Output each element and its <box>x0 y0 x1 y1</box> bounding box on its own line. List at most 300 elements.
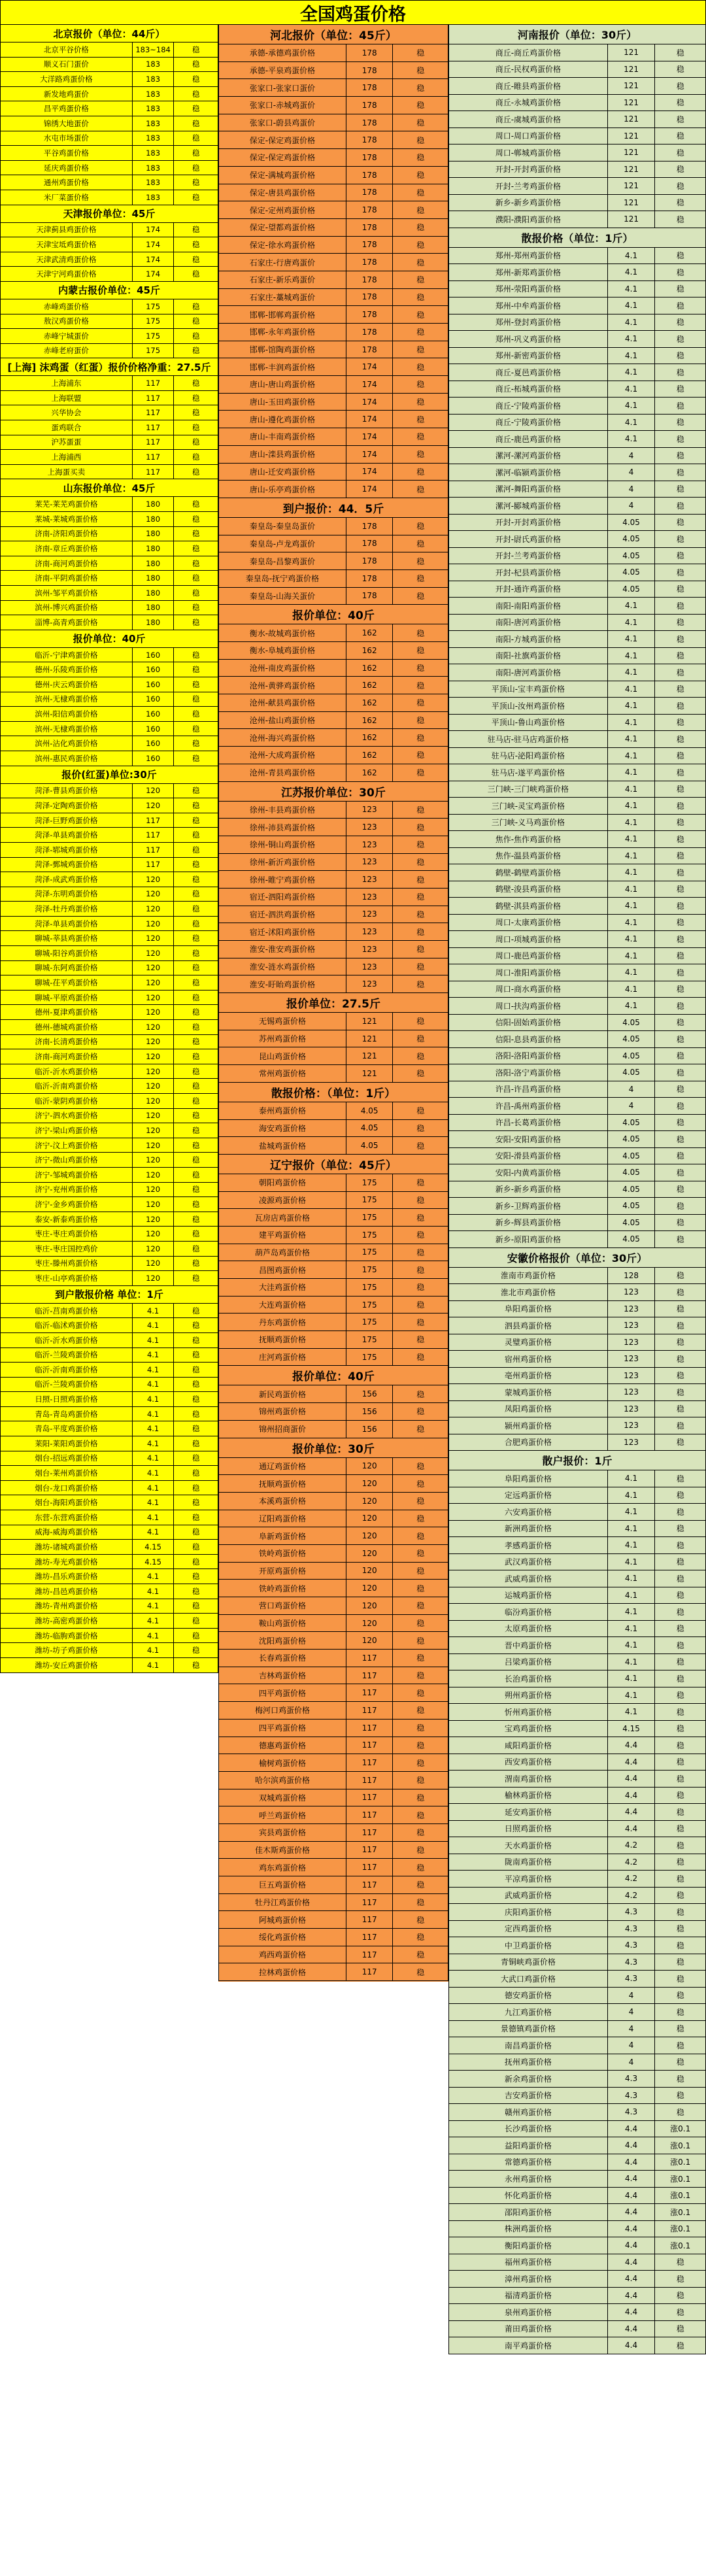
price-row <box>448 2204 706 2221</box>
price-trend: 稳 <box>676 1234 684 1244</box>
price-trend: 稳 <box>192 753 200 763</box>
market-name: 阜阳鸡蛋价格 <box>449 1470 608 1487</box>
price-trend: 稳 <box>192 59 200 69</box>
price-row <box>218 660 448 677</box>
price-trend: 稳 <box>676 367 684 377</box>
price-row <box>218 1527 448 1545</box>
market-name: 周口-郸城鸡蛋价格 <box>449 144 608 161</box>
market-name: 商丘-虞城鸡蛋价格 <box>449 111 608 127</box>
price-trend: 稳 <box>416 1880 425 1890</box>
price-row <box>0 784 218 799</box>
price-trend: 稳 <box>192 845 200 855</box>
price-row <box>0 1227 218 1242</box>
price-value: 178 <box>346 219 394 236</box>
price-row <box>448 1334 706 1351</box>
price-row <box>0 1629 218 1644</box>
market-name: 开封-兰考鸡蛋价格 <box>449 548 608 564</box>
market-name: 蛋鸡联合 <box>1 420 133 435</box>
price-trend: 稳 <box>676 1940 684 1950</box>
market-name: 郑州-巩义鸡蛋价格 <box>449 331 608 347</box>
market-name: 潍坊-安丘鸡蛋价格 <box>1 1658 133 1672</box>
section-header-text: 内蒙古报价单位：45斤 <box>58 284 160 297</box>
price-trend: 稳 <box>192 1468 200 1478</box>
market-name: 商丘-商丘鸡蛋价格 <box>449 44 608 61</box>
price-row <box>0 1257 218 1272</box>
price-value: 4.4 <box>608 1821 656 1837</box>
market-name: 牡丹江鸡蛋价格 <box>219 1894 346 1911</box>
price-trend: 稳 <box>192 904 200 914</box>
price-row <box>448 748 706 765</box>
market-name: 郑州-新郑鸡蛋价格 <box>449 264 608 280</box>
price-row <box>0 1466 218 1481</box>
market-name: 德州-德城鸡蛋价格 <box>1 1020 133 1034</box>
price-value: 183 <box>133 72 175 86</box>
market-name: 长治鸡蛋价格 <box>449 1670 608 1687</box>
market-name: 沈阳鸡蛋价格 <box>219 1632 346 1649</box>
price-value: 4.1 <box>133 1363 175 1377</box>
price-value: 4.1 <box>133 1510 175 1525</box>
market-name: 定西鸡蛋价格 <box>449 1921 608 1937</box>
price-trend: 稳 <box>416 522 425 532</box>
price-value: 123 <box>346 819 394 836</box>
market-name: 朔州鸡蛋价格 <box>449 1687 608 1704</box>
price-trend: 稳 <box>416 380 425 390</box>
price-value: 120 <box>133 1168 175 1182</box>
price-value: 4.1 <box>608 1654 656 1670</box>
market-name: 徐州-沛县鸡蛋价格 <box>219 819 346 836</box>
price-trend: 稳 <box>416 205 425 215</box>
market-name: 保定-望都鸡蛋价格 <box>219 219 346 236</box>
market-name: 泗县鸡蛋价格 <box>449 1317 608 1334</box>
market-name: 唐山-遵化鸡蛋价格 <box>219 411 346 428</box>
section-header <box>448 1248 706 1268</box>
market-name: 凤阳鸡蛋价格 <box>449 1401 608 1417</box>
market-name: 邯郸-邯郸鸡蛋价格 <box>219 306 346 323</box>
market-name: 郑州-郑州鸡蛋价格 <box>449 248 608 264</box>
price-trend: 稳 <box>416 1688 425 1698</box>
market-name: 日照鸡蛋价格 <box>449 1821 608 1837</box>
price-value: 4.1 <box>608 1521 656 1537</box>
price-trend: 稳 <box>192 1424 200 1434</box>
price-row <box>218 712 448 730</box>
price-row <box>218 1876 448 1894</box>
market-name: 新发地鸡蛋价 <box>1 87 133 101</box>
market-name: 宾县鸡蛋价格 <box>219 1824 346 1841</box>
price-value: 120 <box>133 931 175 945</box>
price-value: 174 <box>133 252 175 267</box>
price-row <box>218 570 448 588</box>
price-row <box>218 1615 448 1633</box>
price-value: 175 <box>133 344 175 358</box>
price-trend: 稳 <box>676 181 684 191</box>
price-trend: 稳 <box>416 768 425 778</box>
price-value: 4.4 <box>608 2137 656 2154</box>
market-name: 周口-商水鸡蛋价格 <box>449 981 608 998</box>
market-name: 上海浦东 <box>1 376 133 390</box>
market-name: 铁岭鸡蛋价格 <box>219 1580 346 1597</box>
price-value: 175 <box>346 1296 394 1313</box>
price-row <box>0 975 218 991</box>
price-value: 4.4 <box>608 2271 656 2287</box>
price-row <box>218 1047 448 1065</box>
price-trend: 稳 <box>416 698 425 708</box>
price-row <box>448 631 706 648</box>
market-name: 石家庄-藁城鸡蛋价 <box>219 289 346 306</box>
market-name: 商丘-宁陵鸡蛋价格 <box>449 398 608 414</box>
market-name: 合肥鸡蛋价格 <box>449 1434 608 1451</box>
price-row <box>218 975 448 993</box>
price-trend: 稳 <box>676 734 684 744</box>
price-trend: 涨0.1 <box>670 2224 691 2234</box>
price-row <box>0 420 218 435</box>
section-header-text: 散户报价：1斤 <box>542 1455 613 1467</box>
price-value: 120 <box>346 1580 394 1597</box>
price-value: 120 <box>346 1493 394 1510</box>
price-trend: 稳 <box>192 452 200 462</box>
market-name: 忻州鸡蛋价格 <box>449 1704 608 1720</box>
price-row <box>218 1120 448 1138</box>
market-name: 葫芦岛鸡蛋价格 <box>219 1244 346 1261</box>
market-name: 威海-威海鸡蛋价格 <box>1 1525 133 1540</box>
price-value: 117 <box>346 1720 394 1737</box>
price-trend: 稳 <box>676 2274 684 2284</box>
market-name: 开原鸡蛋价格 <box>219 1563 346 1580</box>
price-value: 120 <box>133 784 175 798</box>
market-name: 陇南鸡蛋价格 <box>449 1854 608 1871</box>
price-value: 123 <box>608 1417 656 1434</box>
section-header-text: 北京报价（单位：44斤） <box>53 27 165 40</box>
market-name: 德州-乐陵鸡蛋价格 <box>1 662 133 677</box>
price-trend: 稳 <box>676 1757 684 1767</box>
price-trend: 稳 <box>416 398 425 407</box>
price-row <box>218 1458 448 1476</box>
section-header-text: 辽宁报价（单位：45斤） <box>270 1159 397 1172</box>
market-name: 莱城-莱城鸡蛋价格 <box>1 512 133 526</box>
price-row <box>448 1317 706 1334</box>
price-trend: 稳 <box>676 1068 684 1077</box>
market-name: 延庆鸡蛋价格 <box>1 161 133 175</box>
price-trend: 稳 <box>192 1572 200 1582</box>
market-name: 鹤壁-淇县鸡蛋价格 <box>449 898 608 914</box>
market-name: 锦州招商蛋价 <box>219 1421 346 1438</box>
price-row <box>218 1684 448 1702</box>
price-row <box>448 195 706 212</box>
price-trend: 稳 <box>416 1566 425 1576</box>
market-name: 阿城鸡蛋价格 <box>219 1911 346 1928</box>
price-value: 117 <box>346 1946 394 1963</box>
market-name: 兴华协会 <box>1 405 133 420</box>
price-row <box>448 1788 706 1805</box>
price-row <box>0 736 218 751</box>
price-value: 180 <box>133 497 175 511</box>
market-name: 济南-平阴鸡蛋价格 <box>1 571 133 585</box>
price-row <box>218 131 448 149</box>
price-row <box>218 871 448 889</box>
price-row <box>448 964 706 981</box>
market-name: 太原鸡蛋价格 <box>449 1621 608 1637</box>
market-name: 菏泽-单县鸡蛋价格 <box>1 917 133 931</box>
price-value: 4 <box>608 1081 656 1098</box>
price-trend: 稳 <box>676 2074 684 2084</box>
price-value: 4 <box>608 1988 656 2004</box>
market-name: 新乡-新乡鸡蛋价格 <box>449 195 608 211</box>
section-header <box>448 25 706 44</box>
price-value: 4.3 <box>608 2104 656 2120</box>
section-header <box>0 1286 218 1304</box>
market-name: 聊城-茌平鸡蛋价格 <box>1 975 133 990</box>
price-trend: 稳 <box>416 1531 425 1541</box>
market-name: 天水鸡蛋价格 <box>449 1837 608 1854</box>
price-value: 123 <box>346 802 394 819</box>
price-row <box>0 1197 218 1212</box>
price-trend: 稳 <box>192 1380 200 1389</box>
price-row <box>0 601 218 616</box>
price-value: 4.1 <box>608 764 656 781</box>
price-row <box>218 1475 448 1493</box>
price-row <box>448 61 706 78</box>
price-trend: 稳 <box>676 1474 684 1483</box>
section-header-text: 报价单位：40斤 <box>73 633 146 645</box>
price-value: 175 <box>346 1192 394 1209</box>
market-name: 淮安-涟水鸡蛋价格 <box>219 958 346 975</box>
price-trend: 稳 <box>416 1123 425 1133</box>
price-value: 121 <box>346 1065 394 1082</box>
market-name: 中卫鸡蛋价格 <box>449 1937 608 1954</box>
price-trend: 稳 <box>416 1584 425 1593</box>
price-trend: 稳 <box>676 351 684 361</box>
price-value: 117 <box>133 843 175 857</box>
market-name: 保定-唐县鸡蛋价格 <box>219 184 346 201</box>
price-value: 4.1 <box>608 264 656 280</box>
price-row <box>0 42 218 58</box>
price-trend: 稳 <box>416 1407 425 1417</box>
price-value: 156 <box>346 1403 394 1420</box>
price-row <box>448 1854 706 1871</box>
market-name: 德安鸡蛋价格 <box>449 1988 608 2004</box>
price-value: 180 <box>133 586 175 600</box>
price-trend: 稳 <box>416 1549 425 1559</box>
market-name: 济宁-邹城鸡蛋价格 <box>1 1168 133 1182</box>
price-row <box>448 2037 706 2054</box>
price-trend: 稳 <box>416 328 425 337</box>
price-value: 180 <box>133 512 175 526</box>
price-row <box>218 1737 448 1755</box>
price-value: 4.4 <box>608 2204 656 2220</box>
price-value: 4.05 <box>608 515 656 531</box>
price-trend: 稳 <box>416 840 425 850</box>
market-name: 北京平谷价格 <box>1 42 133 57</box>
price-trend: 稳 <box>676 1421 684 1431</box>
price-value: 117 <box>346 1859 394 1876</box>
price-trend: 稳 <box>192 529 200 539</box>
price-trend: 稳 <box>676 384 684 394</box>
price-row <box>218 62 448 80</box>
price-value: 123 <box>608 1434 656 1451</box>
price-trend: 稳 <box>192 408 200 418</box>
price-value: 4 <box>608 2054 656 2071</box>
price-row <box>0 329 218 344</box>
price-trend: 稳 <box>416 292 425 302</box>
price-value: 4.2 <box>608 1871 656 1887</box>
price-trend: 稳 <box>676 114 684 124</box>
price-trend: 稳 <box>416 188 425 197</box>
market-name: 平谷鸡蛋价格 <box>1 146 133 160</box>
price-row <box>0 828 218 843</box>
market-name: 大洼鸡蛋价格 <box>219 1279 346 1296</box>
section-header <box>0 630 218 648</box>
market-name: 唐山-乐亭鸡蛋价格 <box>219 481 346 498</box>
market-name: 保定-保定鸡蛋价格 <box>219 131 346 148</box>
price-row <box>0 58 218 73</box>
price-trend: 稳 <box>192 934 200 943</box>
price-trend: 稳 <box>676 1974 684 1984</box>
price-value: 160 <box>133 677 175 692</box>
price-row <box>218 44 448 62</box>
price-row <box>218 306 448 324</box>
price-trend: 稳 <box>192 978 200 988</box>
price-value: 175 <box>346 1174 394 1191</box>
market-name: 沧州-大成鸡蛋价格 <box>219 747 346 764</box>
price-row <box>0 267 218 282</box>
price-trend: 稳 <box>192 104 200 114</box>
price-value: 174 <box>346 446 394 463</box>
price-trend: 稳 <box>676 1001 684 1011</box>
price-trend: 稳 <box>676 1338 684 1347</box>
price-value: 183 <box>133 175 175 190</box>
price-value: 120 <box>133 1197 175 1212</box>
market-name: 米厂菜蛋价格 <box>1 190 133 205</box>
price-value: 121 <box>608 78 656 94</box>
market-name: 徐州-铜山鸡蛋价格 <box>219 836 346 853</box>
market-name: 衡阳鸡蛋价格 <box>449 2237 608 2254</box>
price-row <box>218 1137 448 1155</box>
market-name: 漳州鸡蛋价格 <box>449 2271 608 2287</box>
price-row <box>448 931 706 948</box>
market-name: 莱芜-莱芜鸡蛋价格 <box>1 497 133 511</box>
price-value: 174 <box>346 481 394 498</box>
price-value: 4.05 <box>608 1115 656 1131</box>
price-value: 162 <box>346 729 394 746</box>
price-trend: 稳 <box>676 2024 684 2034</box>
price-trend: 稳 <box>192 1170 200 1179</box>
price-row <box>0 1451 218 1466</box>
price-row <box>448 1284 706 1301</box>
market-name: 南平鸡蛋价格 <box>449 2337 608 2354</box>
market-name: 保定-定州鸡蛋价格 <box>219 201 346 218</box>
price-trend: 稳 <box>676 518 684 528</box>
price-row <box>448 1837 706 1854</box>
price-value: 4.3 <box>608 1937 656 1954</box>
price-row <box>448 2271 706 2288</box>
market-name: 鸡西鸡蛋价格 <box>219 1946 346 1963</box>
market-name: 丹东鸡蛋价格 <box>219 1313 346 1330</box>
price-value: 123 <box>346 958 394 975</box>
price-row <box>448 1670 706 1687</box>
price-row <box>448 1181 706 1198</box>
price-row <box>0 662 218 677</box>
market-name: 宿迁-沭阳鸡蛋价格 <box>219 923 346 940</box>
market-name: 沪苏蛋蛋 <box>1 435 133 450</box>
price-trend: 稳 <box>676 601 684 611</box>
price-value: 4.1 <box>608 598 656 614</box>
price-row <box>448 144 706 161</box>
price-trend: 稳 <box>192 1096 200 1106</box>
market-name: 商丘-睢县鸡蛋价格 <box>449 78 608 94</box>
price-trend: 稳 <box>192 1395 200 1404</box>
market-name: 承德-平泉鸡蛋价格 <box>219 62 346 79</box>
market-name: 临沂-莒南鸡蛋价格 <box>1 1304 133 1318</box>
market-name: 青岛-青岛鸡蛋价格 <box>1 1407 133 1421</box>
section-header-text: 安徽价格报价（单位：30斤） <box>507 1251 648 1264</box>
price-row <box>0 1525 218 1540</box>
price-trend: 稳 <box>676 1657 684 1667</box>
price-row <box>218 1580 448 1597</box>
market-name: 滨州-惠民鸡蛋价格 <box>1 751 133 766</box>
price-trend: 稳 <box>416 1828 425 1838</box>
market-name: 盐城鸡蛋价格 <box>219 1137 346 1154</box>
price-value: 123 <box>608 1284 656 1300</box>
price-value: 175 <box>346 1261 394 1278</box>
market-name: 敖汉鸡蛋价格 <box>1 314 133 329</box>
price-value: 174 <box>346 376 394 393</box>
market-name: 烟台-海阳鸡蛋价格 <box>1 1495 133 1510</box>
price-trend: 稳 <box>676 968 684 977</box>
price-trend: 稳 <box>676 334 684 344</box>
price-row <box>218 289 448 307</box>
price-row <box>218 1244 448 1262</box>
price-value: 4 <box>608 2004 656 2020</box>
market-name: 许昌-长葛鸡蛋价格 <box>449 1115 608 1131</box>
market-name: 潍坊-诸城鸡蛋价格 <box>1 1540 133 1554</box>
price-trend: 稳 <box>192 393 200 403</box>
price-value: 4 <box>608 464 656 481</box>
price-value: 175 <box>346 1313 394 1330</box>
price-value: 4.1 <box>133 1304 175 1318</box>
price-trend: 稳 <box>416 362 425 372</box>
market-name: 榆林鸡蛋价格 <box>449 1788 608 1804</box>
price-trend: 稳 <box>416 223 425 233</box>
price-row <box>0 1005 218 1020</box>
price-row <box>218 1510 448 1528</box>
price-value: 174 <box>133 223 175 237</box>
price-trend: 稳 <box>416 1950 425 1960</box>
market-name: 莆田鸡蛋价格 <box>449 2321 608 2337</box>
price-value: 4.4 <box>608 1771 656 1787</box>
price-trend: 稳 <box>676 2291 684 2301</box>
market-name: 商丘-夏邑鸡蛋价格 <box>449 364 608 381</box>
price-trend: 稳 <box>676 551 684 561</box>
price-row <box>0 1540 218 1555</box>
price-value: 162 <box>346 624 394 641</box>
price-value: 4.1 <box>133 1378 175 1392</box>
section-header <box>448 228 706 248</box>
price-value: 4.3 <box>608 1971 656 1987</box>
price-value: 120 <box>346 1475 394 1492</box>
price-trend: 稳 <box>416 135 425 145</box>
price-row <box>448 481 706 498</box>
sheet-title: 全国鸡蛋价格 <box>0 0 706 25</box>
price-value: 120 <box>133 1271 175 1285</box>
price-row <box>0 435 218 450</box>
price-value: 4.1 <box>608 431 656 447</box>
price-trend: 稳 <box>192 786 200 796</box>
market-name: 锦绣大地蛋价 <box>1 116 133 131</box>
price-row <box>448 1131 706 1148</box>
market-name: 临沂-沂水鸡蛋价格 <box>1 1333 133 1347</box>
price-trend: 稳 <box>676 1774 684 1784</box>
price-value: 117 <box>346 1684 394 1701</box>
price-row <box>218 1824 448 1842</box>
